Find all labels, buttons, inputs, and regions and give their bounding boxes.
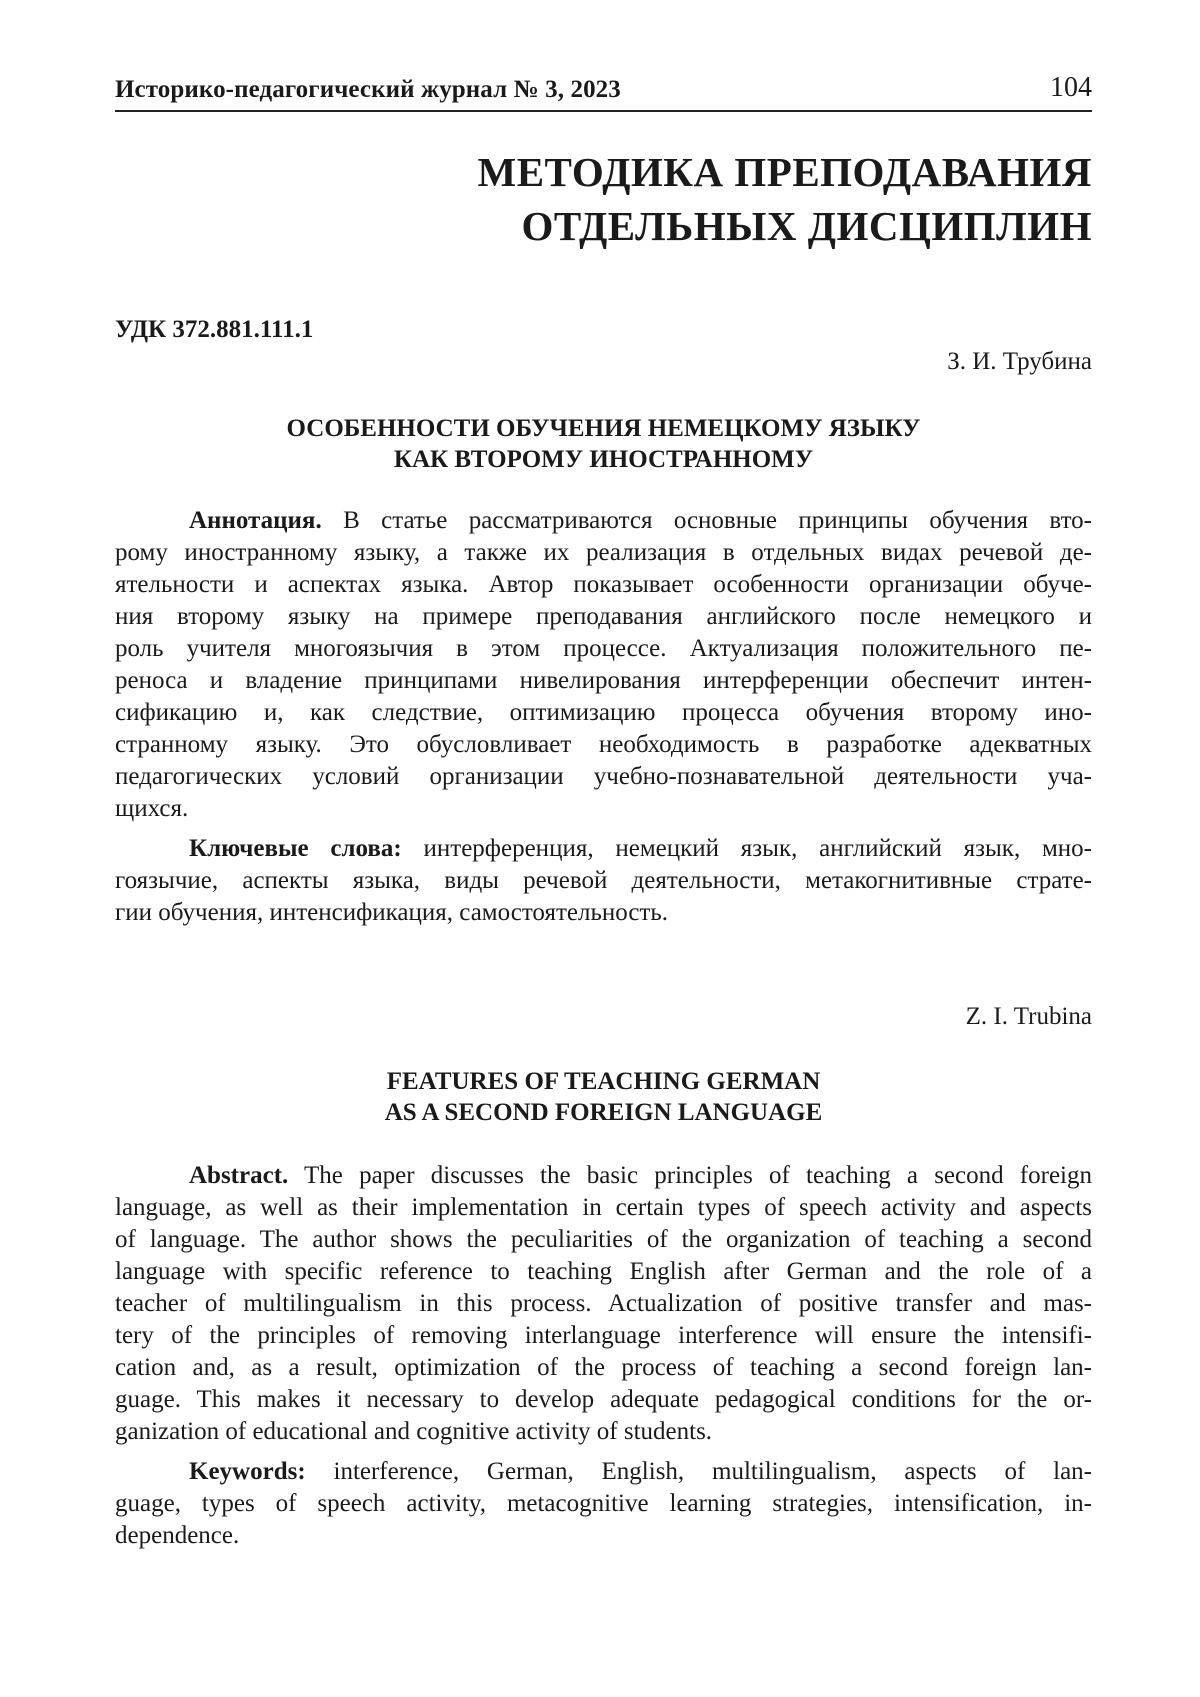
- abstract-ru-line: [115, 505, 1092, 537]
- keywords-ru: [115, 833, 1092, 929]
- article-title-ru-line-2: КАК ВТОРОМУ ИНОСТРАННОМУ: [393, 446, 814, 473]
- abstract-ru-line: щихся.: [115, 795, 189, 822]
- abstract-ru-line: сификацию и, как следствие, оптимизацию процесса обучения второму ино-: [115, 699, 1092, 726]
- keywords-ru-text: интерференция, немецкий язык, английский язык, мно-: [401, 835, 1092, 862]
- abstract-en-line: guage. This makes it necessary to develop adequate pedagogical conditions for the or-: [115, 1386, 1092, 1413]
- abstract-en-line: tery of the principles of removing interlanguage interference will ensure the intensifi-: [115, 1322, 1092, 1349]
- abstract-ru-line: реноса и владение принципами нивелирования интерференции обеспечит интен-: [115, 667, 1092, 694]
- abstract-en-line: language, as well as their implementation in certain types of speech activity and aspects: [115, 1194, 1092, 1221]
- keywords-en-line: [115, 1456, 1092, 1488]
- abstract-en-line: [115, 1160, 1092, 1192]
- keywords-ru-label: Ключевые слова:: [189, 835, 402, 862]
- keywords-en-line: guage, types of speech activity, metacognitive learning strategies, intensification, in-: [115, 1490, 1092, 1517]
- abstract-ru-line: педагогических условий организации учебно-познавательной деятельности уча-: [115, 763, 1092, 790]
- abstract-en-text: The paper discusses the basic principles of teaching a second foreign: [288, 1162, 1092, 1189]
- keywords-en: [115, 1456, 1092, 1552]
- abstract-en-line: of language. The author shows the peculiarities of the organization of teaching a second: [115, 1226, 1092, 1253]
- abstract-ru-line: странному языку. Это обусловливает необходимость в разработке адекватных: [115, 731, 1092, 758]
- abstract-ru-label: Аннотация.: [189, 507, 322, 534]
- abstract-en-line: cation and, as a result, optimization of the process of teaching a second foreign lan-: [115, 1354, 1092, 1381]
- keywords-ru-line: [115, 833, 1092, 865]
- abstract-en-line: teacher of multilingualism in this process. Actualization of positive transfer and mas-: [115, 1290, 1092, 1317]
- section-title-line-1: МЕТОДИКА ПРЕПОДАВАНИЯ: [477, 149, 1092, 195]
- running-header: [115, 74, 1092, 112]
- udk-code: УДК 372.881.111.1: [115, 316, 314, 343]
- article-title-ru: [115, 413, 1092, 475]
- section-title-line-2: ОТДЕЛЬНЫХ ДИСЦИПЛИН: [521, 203, 1092, 249]
- article-title-en-line-1: FEATURES OF TEACHING GERMAN: [386, 1068, 821, 1095]
- keywords-en-label: Keywords:: [189, 1458, 306, 1485]
- abstract-en: [115, 1160, 1092, 1448]
- abstract-en-line: language with specific reference to teaching English after German and the role of a: [115, 1258, 1092, 1285]
- keywords-en-line: dependence.: [115, 1522, 240, 1549]
- abstract-ru: [115, 505, 1092, 825]
- article-title-en: [115, 1066, 1092, 1128]
- author-en: Z. I. Trubina: [965, 1003, 1092, 1030]
- journal-title: Историко-педагогический журнал № 3, 2023: [115, 76, 621, 103]
- author-ru: З. И. Трубина: [947, 348, 1092, 375]
- abstract-ru-line: ния второму языку на примере преподавания английского после немецкого и: [115, 603, 1092, 630]
- abstract-ru-line: ятельности и аспектах языка. Автор показывает особенности организации обуче-: [115, 571, 1092, 598]
- abstract-en-line: ganization of educational and cognitive activity of students.: [115, 1418, 713, 1445]
- abstract-ru-line: роль учителя многоязычия в этом процессе. Актуализация положительного пе-: [115, 635, 1092, 662]
- page-number: 104: [1050, 72, 1092, 103]
- keywords-en-text: interference, German, English, multilingualism, aspects of lan-: [305, 1458, 1092, 1485]
- article-title-en-line-2: AS A SECOND FOREIGN LANGUAGE: [384, 1099, 823, 1126]
- article-title-ru-line-1: ОСОБЕННОСТИ ОБУЧЕНИЯ НЕМЕЦКОМУ ЯЗЫКУ: [286, 415, 921, 442]
- section-title: [292, 145, 1092, 253]
- abstract-ru-line: рому иностранному языку, а также их реализация в отдельных видах речевой де-: [115, 539, 1092, 566]
- keywords-ru-line: гии обучения, интенсификация, самостоятельность.: [115, 899, 669, 926]
- abstract-ru-text: В статье рассматриваются основные принципы обучения вто-: [321, 507, 1092, 534]
- abstract-en-label: Abstract.: [189, 1162, 289, 1189]
- keywords-ru-line: гоязычие, аспекты языка, виды речевой деятельности, метакогнитивные страте-: [115, 867, 1092, 894]
